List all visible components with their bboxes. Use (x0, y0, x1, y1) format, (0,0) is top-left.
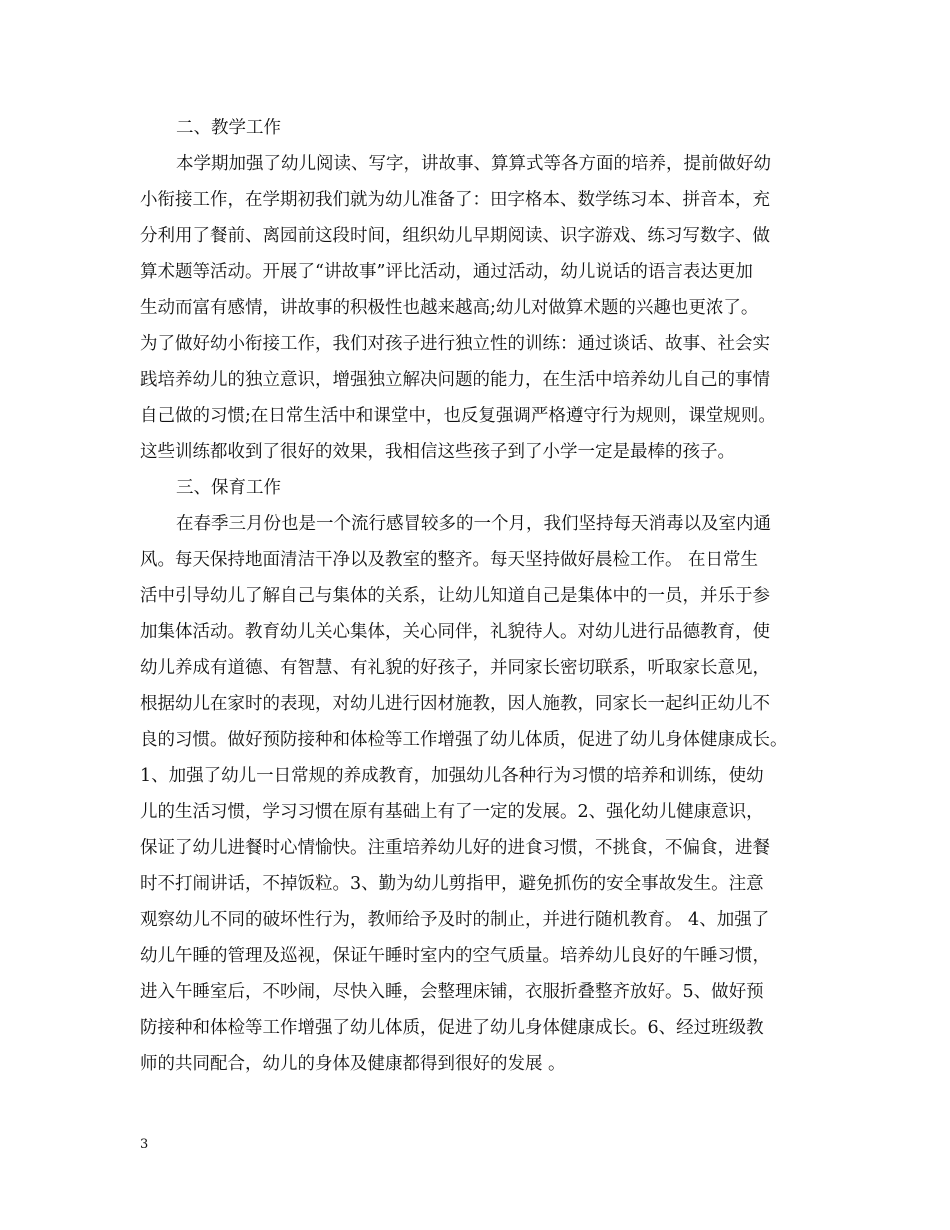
paragraph-line: 进入午睡室后，不吵闹，尽快入睡，会整理床铺，衣服折叠整齐放好。5、做好预 (140, 982, 764, 1002)
paragraph-line: 师的共同配合，幼儿的身体及健康都得到很好的发展 。 (140, 1054, 566, 1074)
paragraph-line: 保证了幼儿进餐时心情愉快。注重培养幼儿好的进食习惯，不挑食，不偏食，进餐 (140, 838, 770, 858)
paragraph-line: 防接种和体检等工作增强了幼儿体质，促进了幼儿身体健康成长。6、经过班级教 (140, 1018, 764, 1038)
paragraph-line: 分利用了餐前、离园前这段时间，组织幼儿早期阅读、识字游戏、练习写数字、做 (140, 226, 770, 246)
paragraph-line: 算术题等活动。开展了“讲故事”评比活动，通过活动，幼儿说话的语言表达更加 (140, 262, 753, 282)
paragraph-line: 小衔接工作，在学期初我们就为幼儿准备了：田字格本、数学练习本、拼音本，充 (140, 190, 770, 210)
paragraph-line: 良的习惯。做好预防接种和体检等工作增强了幼儿体质，促进了幼儿身体健康成长。 (140, 730, 788, 750)
paragraph-line: 自己做的习惯;在日常生活中和课堂中，也反复强调严格遵守行为规则，课堂规则。 (140, 406, 776, 426)
paragraph-line: 根据幼儿在家时的表现，对幼儿进行因材施教，因人施教，同家长一起纠正幼儿不 (140, 694, 770, 714)
paragraph-line: 为了做好幼小衔接工作，我们对孩子进行独立性的训练：通过谈话、故事、社会实 (140, 334, 770, 354)
paragraph-line: 践培养幼儿的独立意识，增强独立解决问题的能力，在生活中培养幼儿自己的事情 (140, 370, 770, 390)
paragraph-line: 1、加强了幼儿一日常规的养成教育，加强幼儿各种行为习惯的培养和训练，使幼 (140, 766, 764, 786)
page-number: 3 (140, 1137, 149, 1152)
paragraph-line: 活中引导幼儿了解自己与集体的关系，让幼儿知道自己是集体中的一员，并乐于参 (140, 586, 770, 606)
paragraph-line: 风。每天保持地面清洁干净以及教室的整齐。每天坚持做好晨检工作。 在日常生 (140, 550, 759, 570)
paragraph-line: 在春季三月份也是一个流行感冒较多的一个月，我们坚持每天消毒以及室内通 (176, 514, 771, 534)
paragraph-line: 儿的生活习惯，学习习惯在原有基础上有了一定的发展。2、强化幼儿健康意识， (140, 802, 764, 822)
paragraph-line: 这些训练都收到了很好的效果，我相信这些孩子到了小学一定是最棒的孩子。 (140, 442, 735, 462)
paragraph-line: 幼儿养成有道德、有智慧、有礼貌的好孩子，并同家长密切联系，听取家长意见， (140, 658, 770, 678)
paragraph-line: 本学期加强了幼儿阅读、写字，讲故事、算算式等各方面的培养，提前做好幼 (176, 154, 771, 174)
paragraph-line: 生动而富有感情，讲故事的积极性也越来越高;幼儿对做算术题的兴趣也更浓了。 (140, 298, 759, 318)
paragraph-line: 时不打闹讲话，不掉饭粒。3、勤为幼儿剪指甲，避免抓伤的安全事故发生。注意 (140, 874, 764, 894)
document-body (140, 110, 812, 1082)
paragraph-line: 观察幼儿不同的破坏性行为，教师给予及时的制止，并进行随机教育。 4、加强了 (140, 910, 770, 930)
paragraph-line: 幼儿午睡的管理及巡视，保证午睡时室内的空气质量。培养幼儿良好的午睡习惯， (140, 946, 770, 966)
section-heading-care: 三、保育工作 (176, 478, 281, 498)
section-heading-teaching: 二、教学工作 (176, 118, 281, 138)
paragraph-line: 加集体活动。教育幼儿关心集体，关心同伴，礼貌待人。对幼儿进行品德教育，使 (140, 622, 770, 642)
